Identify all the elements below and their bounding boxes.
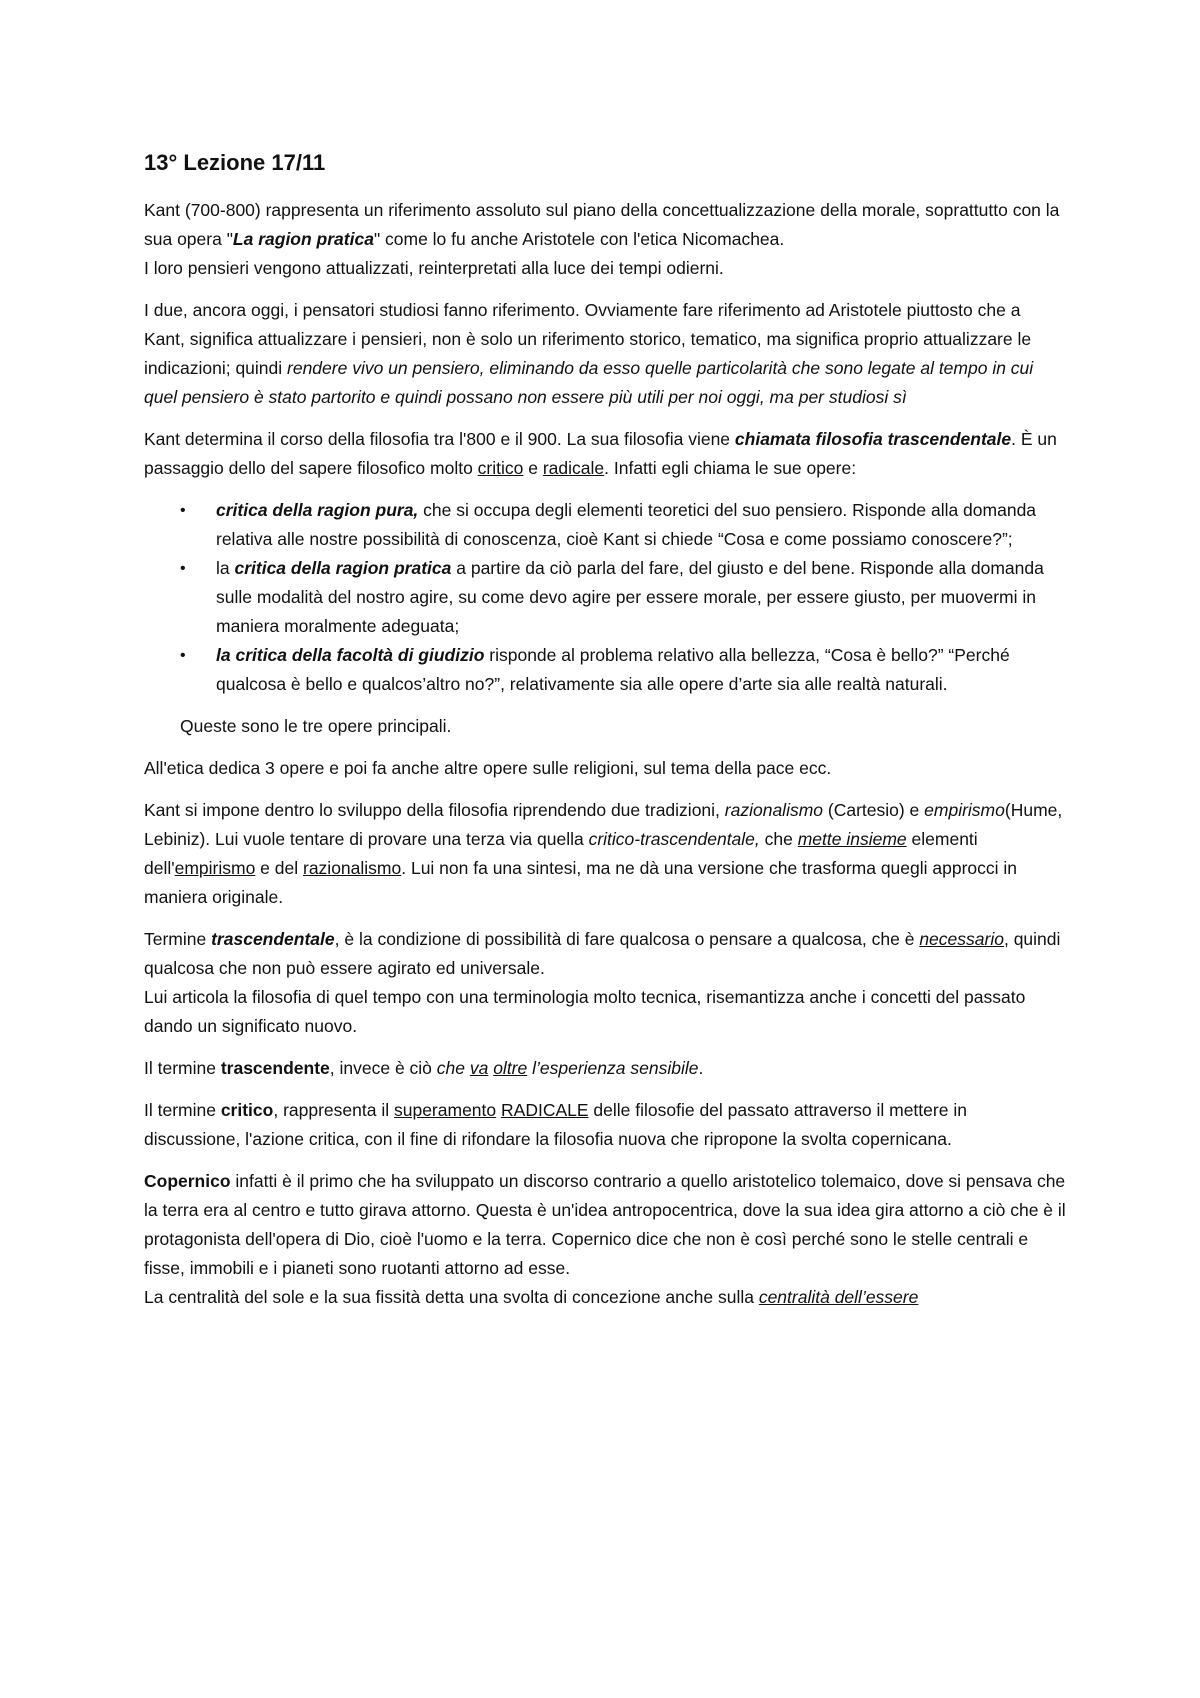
work-title-ragion-pratica: La ragion pratica xyxy=(232,229,374,249)
text-run: a partire da ciò parla del fare, del giusto e del bene. Risponde alla domanda sulle modalità del nostro agire, su come devo agire per essere morale, per essere giusto, per muovermi in maniera moralmente adeguata; xyxy=(216,558,1044,636)
text-run: , rappresenta il xyxy=(273,1100,394,1120)
text-run: Il termine xyxy=(144,1100,221,1120)
text-run: risponde al problema relativo alla bellezza, “Cosa è bello?” “Perché qualcosa è bello e qualcos’altro no?”, relativamente sia alle opere d’arte sia alle realtà naturali. xyxy=(216,645,1010,694)
paragraph-transcendental-philosophy xyxy=(144,425,1066,483)
text-run: I due, ancora oggi, i pensatori studiosi fanno riferimento. Ovviamente fare riferimento ad Aristotele piuttosto che a Kant, significa attualizzare i pensieri, non è solo un riferimento storico, tematico, ma significa proprio attualizzare le indicazioni; quindi xyxy=(144,300,1032,378)
paragraph-thinkers xyxy=(144,296,1066,412)
bold-term: trascendente xyxy=(220,1058,330,1078)
emphasis-text: che xyxy=(436,1058,470,1078)
emphasis-text: chiamata filosofia trascendentale xyxy=(734,429,1012,449)
text-run: Termine xyxy=(144,929,212,949)
underlined-term: RADICALE xyxy=(501,1100,589,1120)
text-run: , quindi qualcosa che non può essere agirato ed universale. xyxy=(144,929,1061,978)
text-run: , invece è ciò xyxy=(329,1058,437,1078)
text-run: Il termine xyxy=(144,1058,221,1078)
text-run: Kant (700-800) rappresenta un riferimento assoluto sul piano della concettualizzazione della morale, soprattutto con la sua opera " xyxy=(144,200,1060,249)
emphasis-text: trascendentale xyxy=(211,929,335,949)
bullet-icon: • xyxy=(180,502,186,519)
work-title: la critica della facoltà di giudizio xyxy=(216,645,485,665)
page-title: 13° Lezione 17/11 xyxy=(144,150,326,175)
underlined-term: va xyxy=(469,1058,489,1078)
underlined-term: critico xyxy=(477,458,524,478)
list-item xyxy=(144,496,1066,554)
text-run: (Cartesio) e xyxy=(823,800,925,820)
paragraph-ethics: All'etica dedica 3 opere e poi fa anche altre opere sulle religioni, sul tema della pace ecc. xyxy=(144,758,832,778)
text-run: Kant si impone dentro lo sviluppo della filosofia riprendendo due tradizioni, xyxy=(144,800,725,820)
bold-term: Copernico xyxy=(144,1171,231,1191)
underlined-term: centralità dell’essere xyxy=(758,1287,919,1307)
works-list xyxy=(144,496,1066,699)
text-run: elementi dell' xyxy=(144,829,978,878)
underlined-term: necessario xyxy=(919,929,1004,949)
text-run: , è la condizione di possibilità di fare qualcosa o pensare a qualcosa, che è xyxy=(334,929,920,949)
document-body xyxy=(144,150,1066,1325)
paragraph-copernicus xyxy=(144,1167,1066,1312)
text-run: . Infatti egli chiama le sue opere: xyxy=(604,458,857,478)
underlined-term: mette insieme xyxy=(797,829,907,849)
underlined-term: razionalismo xyxy=(303,858,402,878)
paragraph-intro xyxy=(144,196,1066,283)
list-item xyxy=(144,641,1066,699)
work-title: critica della ragion pura, xyxy=(216,500,419,520)
text-run: . È un passaggio dello del sapere filosofico molto xyxy=(144,429,1057,478)
emphasis-text: razionalismo xyxy=(724,800,824,820)
paragraph-transcendental-term xyxy=(144,925,1066,1041)
text-run: delle filosofie del passato attraverso il mettere in discussione, l'azione critica, con il fine di rifondare la filosofia nuova che ripropone la svolta copernicana. xyxy=(144,1100,967,1149)
text-run: e del xyxy=(255,858,303,878)
text-run: infatti è il primo che ha sviluppato un discorso contrario a quello aristotelico tolemaico, dove si pensava che la terra era al centro e tutto girava attorno. Questa è un'idea antropocentrica, dove la sua idea gira attorno a ciò che è il protagonista dell'opera di Dio, cioè l'uomo e la terra. Copernico dice che non è così perché sono le stelle centrali e fisse, immobili e i pianeti sono ruotanti attorno ad esse. xyxy=(144,1171,1066,1278)
bullet-icon: • xyxy=(180,560,186,577)
text-run: . Lui non fa una sintesi, ma ne dà una versione che trasforma quegli approcci in maniera originale. xyxy=(144,858,1018,907)
underlined-term: superamento xyxy=(393,1100,497,1120)
list-item xyxy=(144,554,1066,641)
paragraph-traditions xyxy=(144,796,1066,912)
work-title: critica della ragion pratica xyxy=(234,558,452,578)
emphasis-text: critico-trascendentale, xyxy=(588,829,760,849)
emphasis-text: rendere vivo un pensiero, eliminando da esso quelle particolarità che sono legate al tempo in cui quel pensiero è stato partorito e quindi possano non essere più utili per noi oggi, ma per studiosi sì xyxy=(144,358,1034,407)
bold-term: critico xyxy=(220,1100,274,1120)
emphasis-text: empirismo xyxy=(924,800,1005,820)
text-run: . xyxy=(698,1058,704,1078)
paragraph-critical-term xyxy=(144,1096,1066,1154)
underlined-term: radicale xyxy=(542,458,605,478)
text-run: che si occupa degli elementi teoretici del suo pensiero. Risponde alla domanda relativa alle nostre possibilità di conoscenza, cioè Kant si chiede “Cosa e come possiamo conoscere?”; xyxy=(216,500,1037,549)
paragraph-main-works: Queste sono le tre opere principali. xyxy=(180,716,452,736)
text-run: Lui articola la filosofia di quel tempo con una terminologia molto tecnica, risemantizza anche i concetti del passato dando un significato nuovo. xyxy=(144,987,1026,1036)
paragraph-transcendent-term xyxy=(144,1054,1066,1083)
text-run: La centralità del sole e la sua fissità detta una svolta di concezione anche sulla xyxy=(144,1287,759,1307)
text-run: che xyxy=(759,829,798,849)
underlined-term: empirismo xyxy=(174,858,256,878)
emphasis-text: l’esperienza sensibile xyxy=(527,1058,699,1078)
text-run: I loro pensieri vengono attualizzati, reinterpretati alla luce dei tempi odierni. xyxy=(144,258,724,278)
text-run: e xyxy=(523,458,543,478)
text-run: (Hume, Lebiniz). Lui vuole tentare di provare una terza via quella xyxy=(144,800,1063,849)
underlined-term: oltre xyxy=(493,1058,528,1078)
text-run: " come lo fu anche Aristotele con l'etica Nicomachea. xyxy=(373,229,785,249)
text-run: la xyxy=(216,558,235,578)
bullet-icon: • xyxy=(180,647,186,664)
text-run: Kant determina il corso della filosofia tra l'800 e il 900. La sua filosofia viene xyxy=(144,429,735,449)
